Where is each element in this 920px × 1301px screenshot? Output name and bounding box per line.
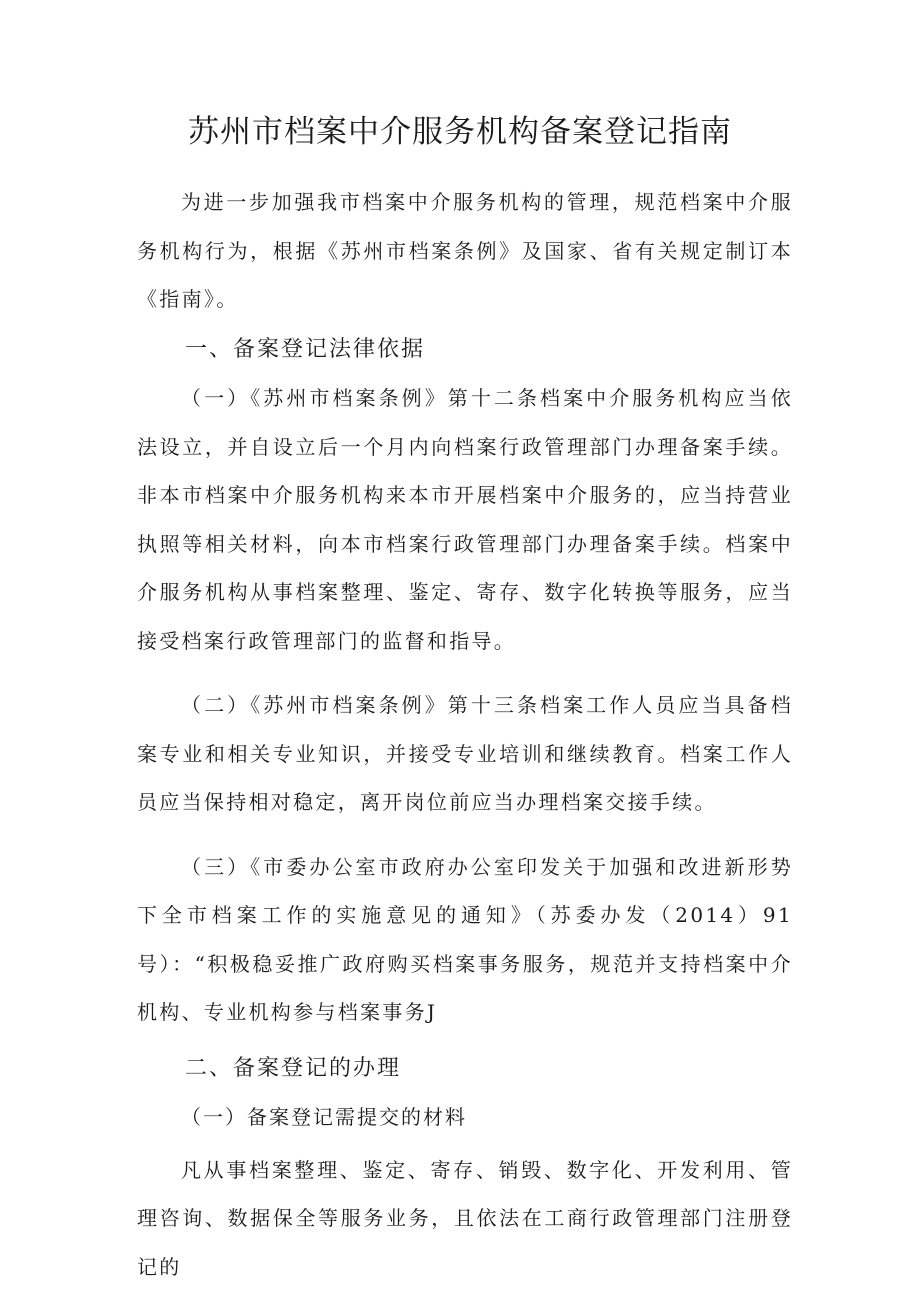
intro-paragraph: 为进一步加强我市档案中介服务机构的管理，规范档案中介服务机构行为，根据《苏州市档案条例》及国家、省有关规定制订本《指南》。 [137, 190, 793, 311]
section-1-item-3: （三）《市委办公室市政府办公室印发关于加强和改进新形势下全市档案工作的实施意见的通知》（苏委办发（2014）91号）：“积极稳妥推广政府购买档案事务服务，规范并支持档案中介机构、专业机构参与档案事务J [137, 854, 793, 1024]
section-2-subheading-1: （一）备案登记需提交的材料 [181, 1105, 467, 1129]
section-2-paragraph-1: 凡从事档案整理、鉴定、寄存、销毁、数字化、开发利用、管理咨询、数据保全等服务业务，且依法在工商行政管理部门注册登记的 [137, 1157, 793, 1279]
section-1-item-1: （一）《苏州市档案条例》第十二条档案中介服务机构应当依法设立，并自设立后一个月内向档案行政管理部门办理备案手续。非本市档案中介服务机构来本市开展档案中介服务的，应当持营业执照等相关材料，向本市档案行政管理部门办理备案手续。档案中介服务机构从事档案整理、鉴定、寄存、数字化转换等服务，应当接受档案行政管理部门的监督和指导。 [137, 386, 793, 653]
section-1-item-2: （二）《苏州市档案条例》第十三条档案工作人员应当具备档案专业和相关专业知识，并接受专业培训和继续教育。档案工作人员应当保持相对稳定，离开岗位前应当办理档案交接手续。 [137, 693, 793, 814]
document-title: 苏州市档案中介服务机构备案登记指南 [188, 114, 732, 150]
document-body [137, 178, 793, 1291]
section-2-heading: 二、备案登记的办理 [185, 1055, 402, 1081]
section-1-heading: 一、备案登记法律依据 [185, 336, 426, 362]
